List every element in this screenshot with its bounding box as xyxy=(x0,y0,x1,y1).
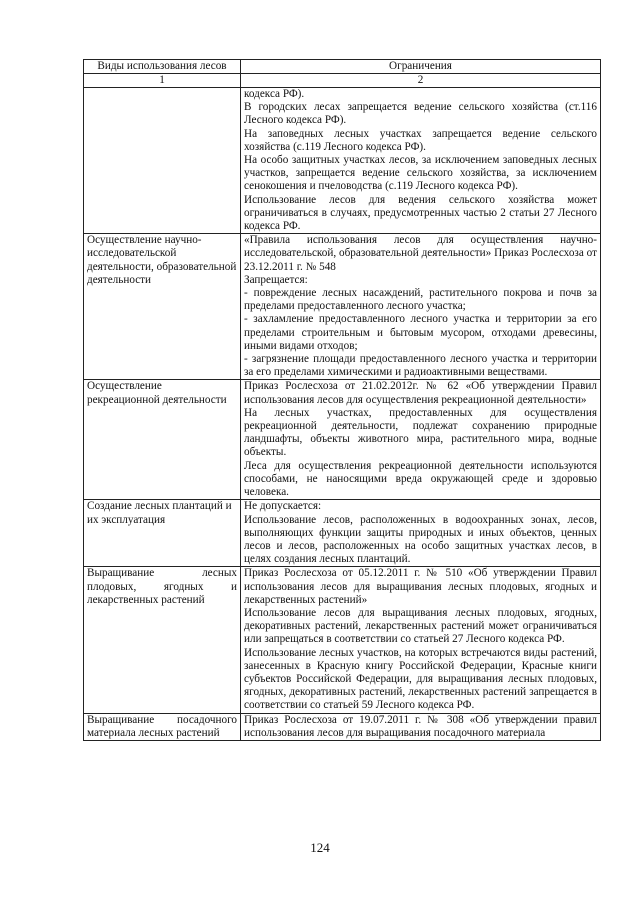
header-restrictions: Ограничения xyxy=(241,60,601,74)
restriction-text xyxy=(241,88,601,234)
restriction-paragraph: На заповедных лесных участках запрещается ведение сельского хозяйства (с.119 Лесного кодекса РФ). xyxy=(244,127,597,153)
restriction-text xyxy=(241,380,601,500)
restriction-paragraph: Использование лесов для выращивания лесных плодовых, ягодных, декоративных растений, лекарственных растений может ограничиваться или запрещаться в соответствии со статьей 27 Лесного кодекса РФ. xyxy=(244,606,597,646)
table-row xyxy=(84,88,601,234)
numbering-row xyxy=(84,74,601,88)
restriction-paragraph: - захламление предоставленного лесного участка и территории за его пределами строительным и бытовым мусором, отходами древесины, иными видами отходов; xyxy=(244,313,597,352)
column-number-2: 2 xyxy=(241,74,601,88)
forest-use-type xyxy=(84,88,241,234)
restriction-text xyxy=(241,567,601,713)
header-forest-use-types: Виды использования лесов xyxy=(84,60,241,74)
restriction-paragraph: На особо защитных участках лесов, за исключением заповедных лесных участков, запрещается ведение сельского хозяйства, за исключением сенокошения и пчеловодства (с.119 Лесного кодекса РФ). xyxy=(244,154,597,193)
restriction-paragraph: Приказ Рослесхоза от 05.12.2011 г. № 510 «Об утверждении Правил использования лесов для выращивания лесных плодовых, ягодных и лекарственных растений» xyxy=(244,567,597,606)
table-row xyxy=(84,234,601,380)
column-number-1: 1 xyxy=(84,74,241,88)
restriction-text xyxy=(241,500,601,567)
restriction-text xyxy=(241,713,601,740)
restriction-paragraph: Приказ Рослесхоза от 21.02.2012г. № 62 «Об утверждении Правил использования лесов для осуществления рекреационной деятельности» xyxy=(244,380,597,406)
table-row xyxy=(84,567,601,713)
forest-use-type: Осуществление рекреационной деятельности xyxy=(84,380,241,500)
header-row xyxy=(84,60,601,74)
table-row xyxy=(84,500,601,567)
restriction-paragraph: - повреждение лесных насаждений, растительного покрова и почв за пределами предоставленного лесного участка; xyxy=(244,287,597,313)
document-page xyxy=(83,59,600,741)
restriction-paragraph: Использование лесных участков, на которых встречаются виды растений, занесенных в Красную книгу Российской Федерации, Красные книги субъектов Российской Федерации, для выращивания лесных плодовых, ягодных, декоративных растений, лекарственных растений запрещается в соответствии со статьей 59 Лесного кодекса РФ. xyxy=(244,646,597,712)
restriction-text xyxy=(241,234,601,380)
restrictions-table xyxy=(83,59,601,741)
table-row xyxy=(84,713,601,740)
forest-use-type: Создание лесных плантаций и их эксплуатация xyxy=(84,500,241,567)
restriction-paragraph: Использование лесов, расположенных в водоохранных зонах, лесов, выполняющих функции защиты природных и иных объектов, ценных лесов и лесов, расположенных на особо защитных участках лесов, в целях создания лесных плантаций. xyxy=(244,513,597,566)
restriction-paragraph: «Правила использования лесов для осуществления научно-исследовательской, образовательной деятельности» Приказ Рослесхоза от 23.12.2011 г. № 548 xyxy=(244,234,597,273)
forest-use-type: Осуществление научно-исследовательской деятельности, образовательной деятельности xyxy=(84,234,241,380)
restriction-paragraph: Использование лесов для ведения сельского хозяйства может ограничиваться в случаях, предусмотренных частью 2 статьи 27 Лесного кодекса РФ. xyxy=(244,193,597,233)
table-row xyxy=(84,380,601,500)
forest-use-type: Выращивание посадочного материала лесных растений xyxy=(84,713,241,740)
page-number: 124 xyxy=(310,840,330,855)
restriction-paragraph: Запрещается: xyxy=(244,273,308,286)
restriction-paragraph: - загрязнение площади предоставленного лесного участка и территории за его пределами химическими и радиоактивными веществами. xyxy=(244,353,597,379)
restriction-paragraph: В городских лесах запрещается ведение сельского хозяйства (ст.116 Лесного кодекса РФ). xyxy=(244,101,597,127)
restriction-paragraph: Леса для осуществления рекреационной деятельности используются способами, не наносящими вреда окружающей среде и здоровью человека. xyxy=(244,459,597,499)
restriction-paragraph: Не допускается: xyxy=(244,500,322,513)
restriction-paragraph: Приказ Рослесхоза от 19.07.2011 г. № 308 «Об утверждении правил использования лесов для выращивания посадочного материала xyxy=(244,713,597,739)
restriction-paragraph: На лесных участках, предоставленных для осуществления рекреационной деятельности, подлежат сохранению природные ландшафты, объекты животного мира, растительного мира, водные объекты. xyxy=(244,406,597,459)
forest-use-type: Выращивание лесных плодовых, ягодных и лекарственных растений xyxy=(84,567,241,713)
restriction-paragraph: кодекса РФ). xyxy=(244,88,305,100)
